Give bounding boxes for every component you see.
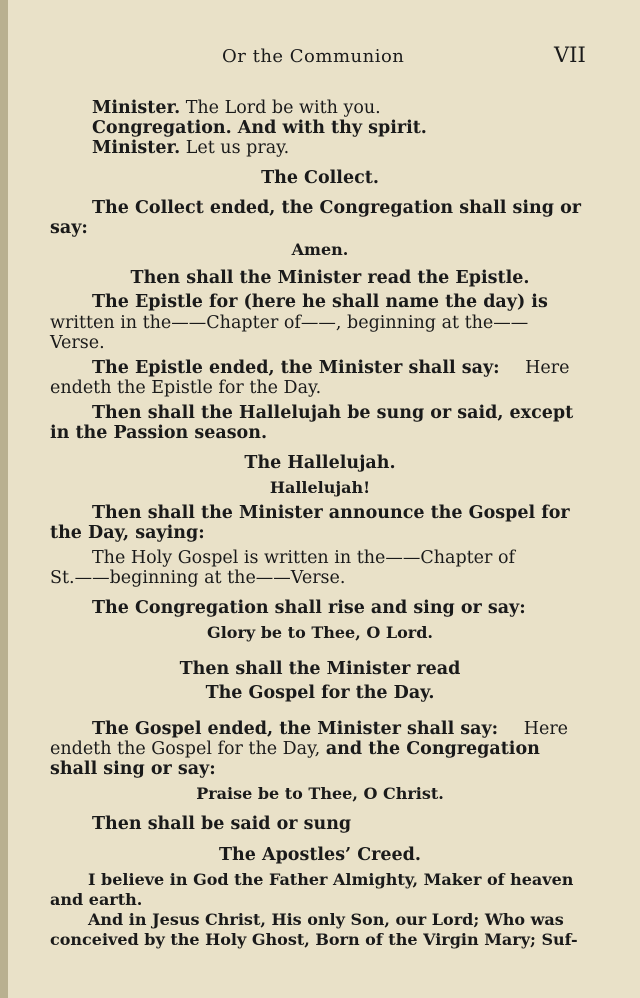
rubric-collect-cont: say: <box>50 218 88 238</box>
rubric-gospel-ended: The Gospel ended, the Minister shall say: Here <box>92 719 569 739</box>
greeting-text: The Lord be with you. <box>180 98 381 118</box>
response-praise: Praise be to Thee, O Christ. <box>196 784 444 803</box>
heading-creed: The Apostles’ Creed. <box>219 845 421 865</box>
rubric-gospel-announce-cont: the Day, saying: <box>50 523 205 543</box>
epistle-announcement-cont: written in the——Chapter of——, beginning at the—— <box>50 313 529 333</box>
heading-collect: The Collect. <box>261 168 379 188</box>
creed-line-1: I believe in God the Father Almighty, Maker of heaven <box>88 870 574 889</box>
rubric-rise: The Congregation shall rise and sing or say: <box>92 598 526 618</box>
response-text: And with thy spirit. <box>231 118 427 138</box>
speaker-minister: Minister. <box>92 98 181 118</box>
rubric-gospel-announce: Then shall the Minister announce the Gospel for <box>92 503 570 523</box>
speaker-congregation: Congregation. <box>92 118 232 138</box>
gospel-ended-cont: endeth the Gospel for the Day, and the Congregation <box>50 739 540 759</box>
rubric-hallelujah: Then shall the Hallelujah be sung or said, except <box>92 403 574 423</box>
minister-greeting-line <box>92 98 381 118</box>
gospel-announcement-cont: St.——beginning at the——Verse. <box>50 568 346 588</box>
rubric-creed: Then shall be said or sung <box>92 814 352 834</box>
pray-text: Let us pray. <box>180 138 290 158</box>
speaker-minister: Minister. <box>92 138 181 158</box>
rubric-collect: The Collect ended, the Congregation shall sing or <box>92 198 581 218</box>
heading-hallelujah: The Hallelujah. <box>244 453 396 473</box>
creed-line-3: And in Jesus Christ, His only Son, our Lord; Who was <box>88 910 564 929</box>
congregation-response-line <box>92 118 427 138</box>
epistle-announcement: The Epistle for (here he shall name the day) is <box>92 292 548 312</box>
creed-line-4: conceived by the Holy Ghost, Born of the Virgin Mary; Suf- <box>50 930 578 949</box>
gospel-announcement: The Holy Gospel is written in the——Chapter of <box>92 548 515 568</box>
rubric-epistle: Then shall the Minister read the Epistle. <box>130 268 530 288</box>
rubric-epistle-ended: The Epistle ended, the Minister shall say: Here <box>92 358 570 378</box>
page-number: VII <box>554 43 586 67</box>
response-glory: Glory be to Thee, O Lord. <box>207 623 433 642</box>
rubric-hallelujah-cont: in the Passion season. <box>50 423 268 443</box>
running-header: Or the Communion <box>222 46 405 67</box>
epistle-announcement-end: Verse. <box>50 333 105 353</box>
gospel-ended-cont2: shall sing or say: <box>50 759 216 779</box>
creed-line-2: and earth. <box>50 890 143 909</box>
epistle-ended-response: endeth the Epistle for the Day. <box>50 378 322 398</box>
rubric-minister-read: Then shall the Minister read <box>179 659 461 679</box>
response-hallelujah: Hallelujah! <box>269 478 371 497</box>
minister-pray-line <box>92 138 289 158</box>
heading-gospel: The Gospel for the Day. <box>205 683 435 703</box>
response-amen: Amen. <box>291 240 349 259</box>
